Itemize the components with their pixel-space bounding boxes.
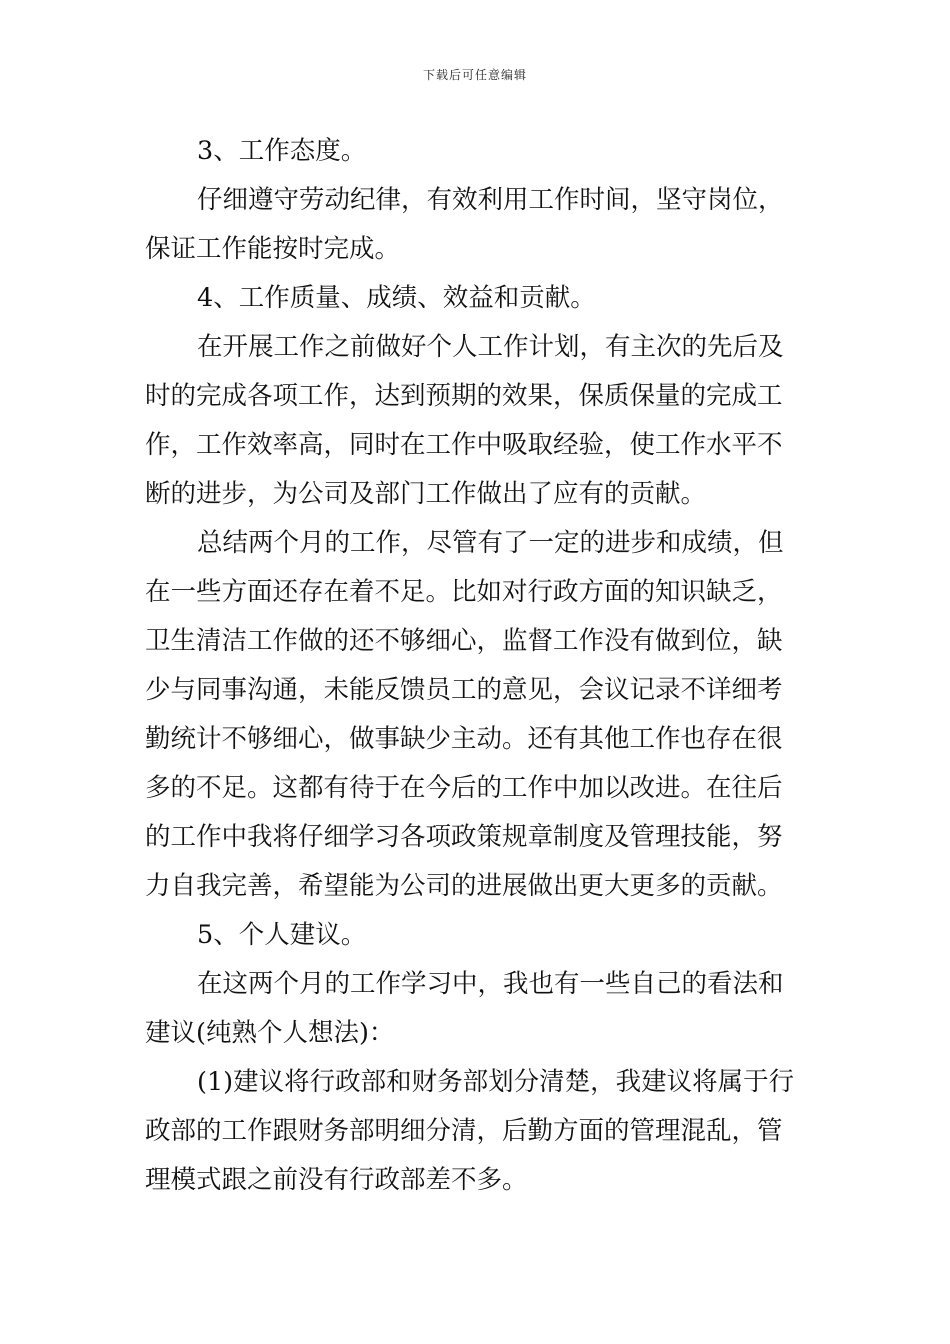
document-body <box>145 127 807 1205</box>
text-line: 3、工作态度。 <box>197 136 367 166</box>
text-line: 在开展工作之前做好个人工作计划，有主次的先后及 <box>197 332 784 362</box>
text-line: 勤统计不够细心，做事缺少主动。还有其他工作也存在很 <box>145 724 783 754</box>
paragraph-suggestion-1 <box>145 1058 807 1205</box>
text-line: 时的完成各项工作，达到预期的效果，保质保量的完成工 <box>145 381 783 411</box>
text-line: 在一些方面还存在着不足。比如对行政方面的知识缺乏， <box>145 577 783 607</box>
paragraph-work-attitude <box>145 176 807 274</box>
text-line: 断的进步，为公司及部门工作做出了应有的贡献。 <box>145 479 707 509</box>
text-line: 仔细遵守劳动纪律，有效利用工作时间，坚守岗位， <box>197 185 784 215</box>
text-line: 政部的工作跟财务部明细分清，后勤方面的管理混乱，管 <box>145 1116 783 1146</box>
text-line: 建议(纯熟个人想法)： <box>145 1018 395 1048</box>
paragraph-summary <box>145 519 807 911</box>
text-line: 力自我完善，希望能为公司的进展做出更大更多的贡献。 <box>145 871 783 901</box>
text-line: (1)建议将行政部和财务部划分清楚，我建议将属于行 <box>197 1067 795 1097</box>
text-line: 4、工作质量、成绩、效益和贡献。 <box>197 283 596 313</box>
text-line: 多的不足。这都有待于在今后的工作中加以改进。在往后 <box>145 773 783 803</box>
text-line: 少与同事沟通，未能反馈员工的意见，会议记录不详细考 <box>145 675 783 705</box>
section-heading-suggestions <box>145 911 807 960</box>
text-line: 总结两个月的工作，尽管有了一定的进步和成绩，但 <box>197 528 784 558</box>
section-heading-work-quality <box>145 274 807 323</box>
text-line: 的工作中我将仔细学习各项政策规章制度及管理技能，努 <box>145 822 783 852</box>
text-line: 保证工作能按时完成。 <box>145 234 401 264</box>
text-line: 理模式跟之前没有行政部差不多。 <box>145 1165 528 1195</box>
text-line: 在这两个月的工作学习中，我也有一些自己的看法和 <box>197 969 784 999</box>
section-heading-work-attitude <box>145 127 807 176</box>
page-header: 下载后可任意编辑 <box>422 68 527 82</box>
text-line: 5、个人建议。 <box>197 920 367 950</box>
paragraph-suggestions-intro <box>145 960 807 1058</box>
text-line: 卫生清洁工作做的还不够细心，监督工作没有做到位，缺 <box>145 626 783 656</box>
paragraph-work-quality <box>145 323 807 519</box>
text-line: 作，工作效率高，同时在工作中吸取经验，使工作水平不 <box>145 430 783 460</box>
